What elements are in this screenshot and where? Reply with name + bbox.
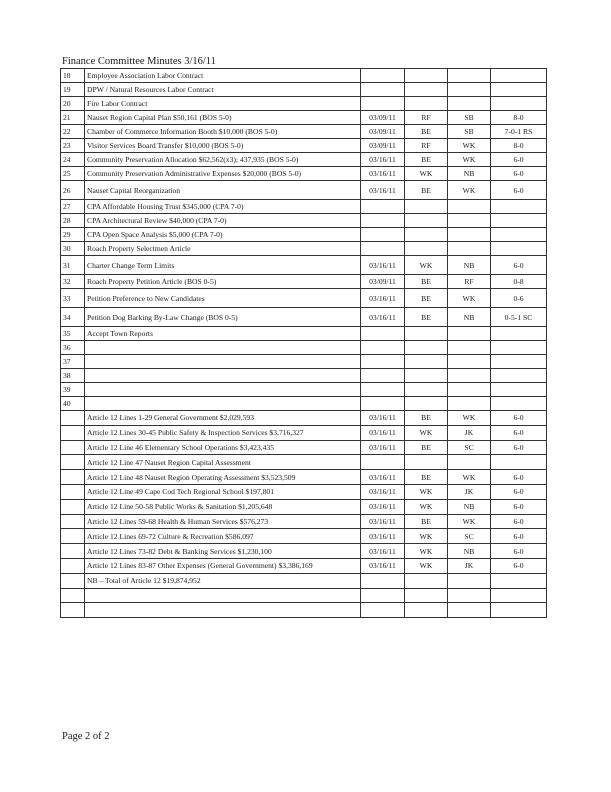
motion-mover — [405, 383, 448, 397]
motion-second — [448, 397, 491, 411]
article-number — [61, 425, 85, 440]
article-number: 30 — [61, 242, 85, 256]
article-number: 18 — [61, 69, 85, 83]
vote-result: 0-6 — [491, 289, 547, 308]
motion-second: WK — [448, 470, 491, 485]
article-number — [61, 484, 85, 499]
motion-mover — [405, 242, 448, 256]
article-number — [61, 455, 85, 470]
article-description — [85, 341, 361, 355]
vote-date — [361, 455, 405, 470]
vote-date — [361, 341, 405, 355]
vote-result — [491, 383, 547, 397]
motion-second: SB — [448, 125, 491, 139]
vote-date — [361, 327, 405, 341]
motion-mover — [405, 455, 448, 470]
vote-date: 03/16/11 — [361, 256, 405, 275]
vote-result: 6-0 — [491, 167, 547, 181]
article-number — [61, 588, 85, 603]
motion-second — [448, 242, 491, 256]
motion-second: WK — [448, 289, 491, 308]
motion-mover — [405, 97, 448, 111]
table-row — [61, 181, 547, 200]
motion-mover — [405, 200, 448, 214]
vote-result — [491, 228, 547, 242]
table-row — [61, 369, 547, 383]
article-description: CPA Affordable Housing Trust $345,000 (CPA 7-0) — [85, 200, 361, 214]
table-row — [61, 97, 547, 111]
article-description: Article 12 Lines 59-68 Health & Human Services $576,273 — [85, 514, 361, 529]
motion-second — [448, 97, 491, 111]
motion-second: NB — [448, 308, 491, 327]
motion-mover: BE — [405, 470, 448, 485]
vote-result: 6-0 — [491, 499, 547, 514]
vote-result: 6-0 — [491, 470, 547, 485]
vote-date: 03/16/11 — [361, 308, 405, 327]
motion-second: NB — [448, 256, 491, 275]
vote-date: 03/09/11 — [361, 111, 405, 125]
article-number: 31 — [61, 256, 85, 275]
motion-mover: WK — [405, 558, 448, 573]
vote-date: 03/16/11 — [361, 544, 405, 559]
motion-second: WK — [448, 411, 491, 426]
motion-second — [448, 83, 491, 97]
vote-result — [491, 588, 547, 603]
motion-mover — [405, 355, 448, 369]
table-row — [61, 308, 547, 327]
page-number: Page 2 of 2 — [62, 731, 110, 742]
vote-date — [361, 573, 405, 588]
motion-second: NB — [448, 167, 491, 181]
table-row — [61, 69, 547, 83]
motion-mover — [405, 603, 448, 618]
article-description: Article 12 Lines 30-45 Public Safety & Inspection Services $3,716,327 — [85, 425, 361, 440]
motion-second: NB — [448, 499, 491, 514]
article-description — [85, 588, 361, 603]
vote-result: 8-0 — [491, 111, 547, 125]
vote-date: 03/16/11 — [361, 153, 405, 167]
vote-date: 03/16/11 — [361, 484, 405, 499]
article-description: NB – Total of Article 12 $19,874,952 — [85, 573, 361, 588]
article-description: Article 12 Line 48 Nauset Region Operating Assessment $3,523,509 — [85, 470, 361, 485]
vote-result — [491, 242, 547, 256]
table-row — [61, 256, 547, 275]
article-number: 39 — [61, 383, 85, 397]
table-row — [61, 275, 547, 289]
article-description: Article 12 Line 46 Elementary School Operations $3,423,435 — [85, 440, 361, 455]
motion-second: JK — [448, 558, 491, 573]
vote-date — [361, 228, 405, 242]
motion-second: JK — [448, 425, 491, 440]
table-row — [61, 214, 547, 228]
article-description: Article 12 Line 50-58 Public Works & Sanitation $1,205,648 — [85, 499, 361, 514]
article-number: 29 — [61, 228, 85, 242]
vote-date: 03/16/11 — [361, 499, 405, 514]
motion-second: WK — [448, 181, 491, 200]
article-number: 22 — [61, 125, 85, 139]
article-number: 24 — [61, 153, 85, 167]
motion-mover: WK — [405, 484, 448, 499]
article-number: 34 — [61, 308, 85, 327]
article-number — [61, 411, 85, 426]
motion-second: JK — [448, 484, 491, 499]
vote-date — [361, 242, 405, 256]
article12-row — [61, 588, 547, 603]
vote-date — [361, 214, 405, 228]
motion-mover — [405, 327, 448, 341]
article-description: CPA Architectural Review $40,000 (CPA 7-0) — [85, 214, 361, 228]
motion-second: WK — [448, 139, 491, 153]
article-description — [85, 383, 361, 397]
vote-result — [491, 573, 547, 588]
vote-date: 03/16/11 — [361, 529, 405, 544]
article12-row — [61, 499, 547, 514]
vote-result: 6-0 — [491, 153, 547, 167]
article-description: Article 12 Lines 73-82 Debt & Banking Services $1,230,100 — [85, 544, 361, 559]
vote-date — [361, 383, 405, 397]
article-description: Article 12 Line 47 Nauset Region Capital Assessment — [85, 455, 361, 470]
table-row — [61, 242, 547, 256]
article12-row — [61, 573, 547, 588]
article-description — [85, 355, 361, 369]
vote-result — [491, 97, 547, 111]
article-number: 40 — [61, 397, 85, 411]
vote-date: 03/16/11 — [361, 514, 405, 529]
vote-result: 6-0 — [491, 544, 547, 559]
article12-row — [61, 484, 547, 499]
motion-mover: BE — [405, 411, 448, 426]
table-row — [61, 383, 547, 397]
motion-second — [448, 69, 491, 83]
article-description: Article 12 Lines 1-29 General Government $2,029,593 — [85, 411, 361, 426]
vote-date: 03/16/11 — [361, 558, 405, 573]
motion-mover — [405, 341, 448, 355]
vote-result: 6-0 — [491, 411, 547, 426]
motion-mover: BE — [405, 440, 448, 455]
vote-date: 03/09/11 — [361, 275, 405, 289]
article-description: Petition Preference to New Candidates — [85, 289, 361, 308]
page-title: Finance Committee Minutes 3/16/11 — [62, 56, 216, 67]
article12-row — [61, 529, 547, 544]
vote-result: 6-0 — [491, 256, 547, 275]
vote-result: 0-5-1 SC — [491, 308, 547, 327]
article-number: 19 — [61, 83, 85, 97]
vote-result: 6-0 — [491, 514, 547, 529]
vote-result: 6-0 — [491, 440, 547, 455]
motion-mover: BE — [405, 308, 448, 327]
vote-result — [491, 397, 547, 411]
motion-second — [448, 573, 491, 588]
article-number: 28 — [61, 214, 85, 228]
article-description: Community Preservation Allocation $62,562(x3); 437,935 (BOS 5-0) — [85, 153, 361, 167]
article-description: Visitor Services Board Transfer $10,000 (BOS 5-0) — [85, 139, 361, 153]
vote-result — [491, 83, 547, 97]
motion-second — [448, 603, 491, 618]
vote-date: 03/09/11 — [361, 125, 405, 139]
motion-mover: BE — [405, 289, 448, 308]
motion-mover: BE — [405, 514, 448, 529]
table-row — [61, 327, 547, 341]
minutes-table — [60, 68, 547, 618]
vote-date — [361, 603, 405, 618]
vote-date — [361, 97, 405, 111]
article-description: Community Preservation Administrative Expenses $20,000 (BOS 5-0) — [85, 167, 361, 181]
vote-result — [491, 455, 547, 470]
article-number — [61, 440, 85, 455]
motion-mover: RF — [405, 139, 448, 153]
motion-second — [448, 455, 491, 470]
table-row — [61, 200, 547, 214]
motion-mover: BE — [405, 181, 448, 200]
motion-second: SC — [448, 440, 491, 455]
article-number: 27 — [61, 200, 85, 214]
vote-date: 03/09/11 — [361, 139, 405, 153]
motion-second: WK — [448, 514, 491, 529]
article-description: Accept Town Reports — [85, 327, 361, 341]
table-row — [61, 111, 547, 125]
table-row — [61, 341, 547, 355]
vote-result — [491, 214, 547, 228]
article12-row — [61, 455, 547, 470]
vote-result: 7-0-1 RS — [491, 125, 547, 139]
motion-mover: WK — [405, 529, 448, 544]
vote-date — [361, 397, 405, 411]
motion-mover — [405, 369, 448, 383]
vote-date: 03/16/11 — [361, 411, 405, 426]
motion-second — [448, 228, 491, 242]
article-description: Article 12 Lines 83-87 Other Expenses (General Government) $3,386,169 — [85, 558, 361, 573]
vote-date: 03/16/11 — [361, 167, 405, 181]
article-number — [61, 470, 85, 485]
motion-mover: WK — [405, 256, 448, 275]
vote-date — [361, 200, 405, 214]
article-description: Roach Property Selectmen Article — [85, 242, 361, 256]
motion-mover: WK — [405, 425, 448, 440]
vote-result — [491, 369, 547, 383]
motion-second — [448, 341, 491, 355]
vote-result — [491, 200, 547, 214]
article-number: 20 — [61, 97, 85, 111]
table-row — [61, 83, 547, 97]
motion-second: SC — [448, 529, 491, 544]
vote-result: 6-0 — [491, 181, 547, 200]
article12-row — [61, 558, 547, 573]
vote-date — [361, 83, 405, 97]
article-description: Nauset Region Capital Plan $50,161 (BOS 5-0) — [85, 111, 361, 125]
article-number: 35 — [61, 327, 85, 341]
motion-second: RF — [448, 275, 491, 289]
article-number — [61, 529, 85, 544]
vote-result: 0-8 — [491, 275, 547, 289]
motion-second — [448, 369, 491, 383]
vote-result: 8-0 — [491, 139, 547, 153]
motion-mover: RF — [405, 111, 448, 125]
article-number: 38 — [61, 369, 85, 383]
vote-date — [361, 588, 405, 603]
article-description: Article 12 Lines 69-72 Culture & Recreation $586,097 — [85, 529, 361, 544]
motion-mover: WK — [405, 167, 448, 181]
vote-result — [491, 69, 547, 83]
vote-result: 6-0 — [491, 558, 547, 573]
motion-mover — [405, 573, 448, 588]
motion-mover — [405, 228, 448, 242]
vote-date: 03/16/11 — [361, 181, 405, 200]
vote-result — [491, 327, 547, 341]
article-description: Employee Association Labor Contract — [85, 69, 361, 83]
motion-second — [448, 200, 491, 214]
article-description: Fire Labor Contract — [85, 97, 361, 111]
motion-second — [448, 214, 491, 228]
article12-row — [61, 514, 547, 529]
article12-row — [61, 470, 547, 485]
vote-result — [491, 341, 547, 355]
vote-result: 6-0 — [491, 529, 547, 544]
article-number: 26 — [61, 181, 85, 200]
vote-date — [361, 355, 405, 369]
article-description — [85, 603, 361, 618]
article-description — [85, 397, 361, 411]
table-row — [61, 355, 547, 369]
motion-mover: BE — [405, 125, 448, 139]
article-number: 23 — [61, 139, 85, 153]
motion-mover: BE — [405, 275, 448, 289]
motion-mover — [405, 397, 448, 411]
article-number: 32 — [61, 275, 85, 289]
vote-result — [491, 355, 547, 369]
article-description: Roach Property Petition Article (BOS 0-5) — [85, 275, 361, 289]
motion-second — [448, 588, 491, 603]
article-number — [61, 544, 85, 559]
minutes-table-body — [61, 69, 547, 618]
table-row — [61, 167, 547, 181]
article-description — [85, 369, 361, 383]
motion-second: SB — [448, 111, 491, 125]
vote-date — [361, 369, 405, 383]
article12-row — [61, 440, 547, 455]
motion-mover: BE — [405, 153, 448, 167]
table-row — [61, 153, 547, 167]
vote-date: 03/16/11 — [361, 440, 405, 455]
article-number: 25 — [61, 167, 85, 181]
motion-mover — [405, 588, 448, 603]
article-description: Article 12 Line 49 Cape Cod Tech Regional School $197,801 — [85, 484, 361, 499]
motion-second — [448, 355, 491, 369]
article12-row — [61, 425, 547, 440]
vote-result: 6-0 — [491, 425, 547, 440]
article-number — [61, 499, 85, 514]
article-description: Chamber of Commerce Information Booth $10,000 (BOS 5-0) — [85, 125, 361, 139]
vote-date: 03/16/11 — [361, 470, 405, 485]
article-description: Nauset Capital Reorganization — [85, 181, 361, 200]
table-row — [61, 289, 547, 308]
vote-date — [361, 69, 405, 83]
article-number: 21 — [61, 111, 85, 125]
vote-date: 03/16/11 — [361, 425, 405, 440]
article-description: Charter Change Term Limits — [85, 256, 361, 275]
vote-result: 6-0 — [491, 484, 547, 499]
motion-mover — [405, 83, 448, 97]
vote-date: 03/16/11 — [361, 289, 405, 308]
article-number: 33 — [61, 289, 85, 308]
motion-mover: WK — [405, 544, 448, 559]
article12-row — [61, 603, 547, 618]
table-row — [61, 397, 547, 411]
article-number — [61, 573, 85, 588]
motion-second — [448, 327, 491, 341]
article-number — [61, 603, 85, 618]
article-description: DPW / Natural Resources Labor Contract — [85, 83, 361, 97]
motion-mover — [405, 69, 448, 83]
motion-second: WK — [448, 153, 491, 167]
article12-row — [61, 411, 547, 426]
article-number: 37 — [61, 355, 85, 369]
article-number — [61, 558, 85, 573]
article-number — [61, 514, 85, 529]
table-row — [61, 125, 547, 139]
article-description: Petition Dog Barking By-Law Change (BOS 0-5) — [85, 308, 361, 327]
article-number: 36 — [61, 341, 85, 355]
article-description: CPA Open Space Analysis $5,000 (CPA 7-0) — [85, 228, 361, 242]
table-row — [61, 228, 547, 242]
motion-second: NB — [448, 544, 491, 559]
table-row — [61, 139, 547, 153]
vote-result — [491, 603, 547, 618]
motion-mover — [405, 214, 448, 228]
motion-mover: WK — [405, 499, 448, 514]
article12-row — [61, 544, 547, 559]
motion-second — [448, 383, 491, 397]
